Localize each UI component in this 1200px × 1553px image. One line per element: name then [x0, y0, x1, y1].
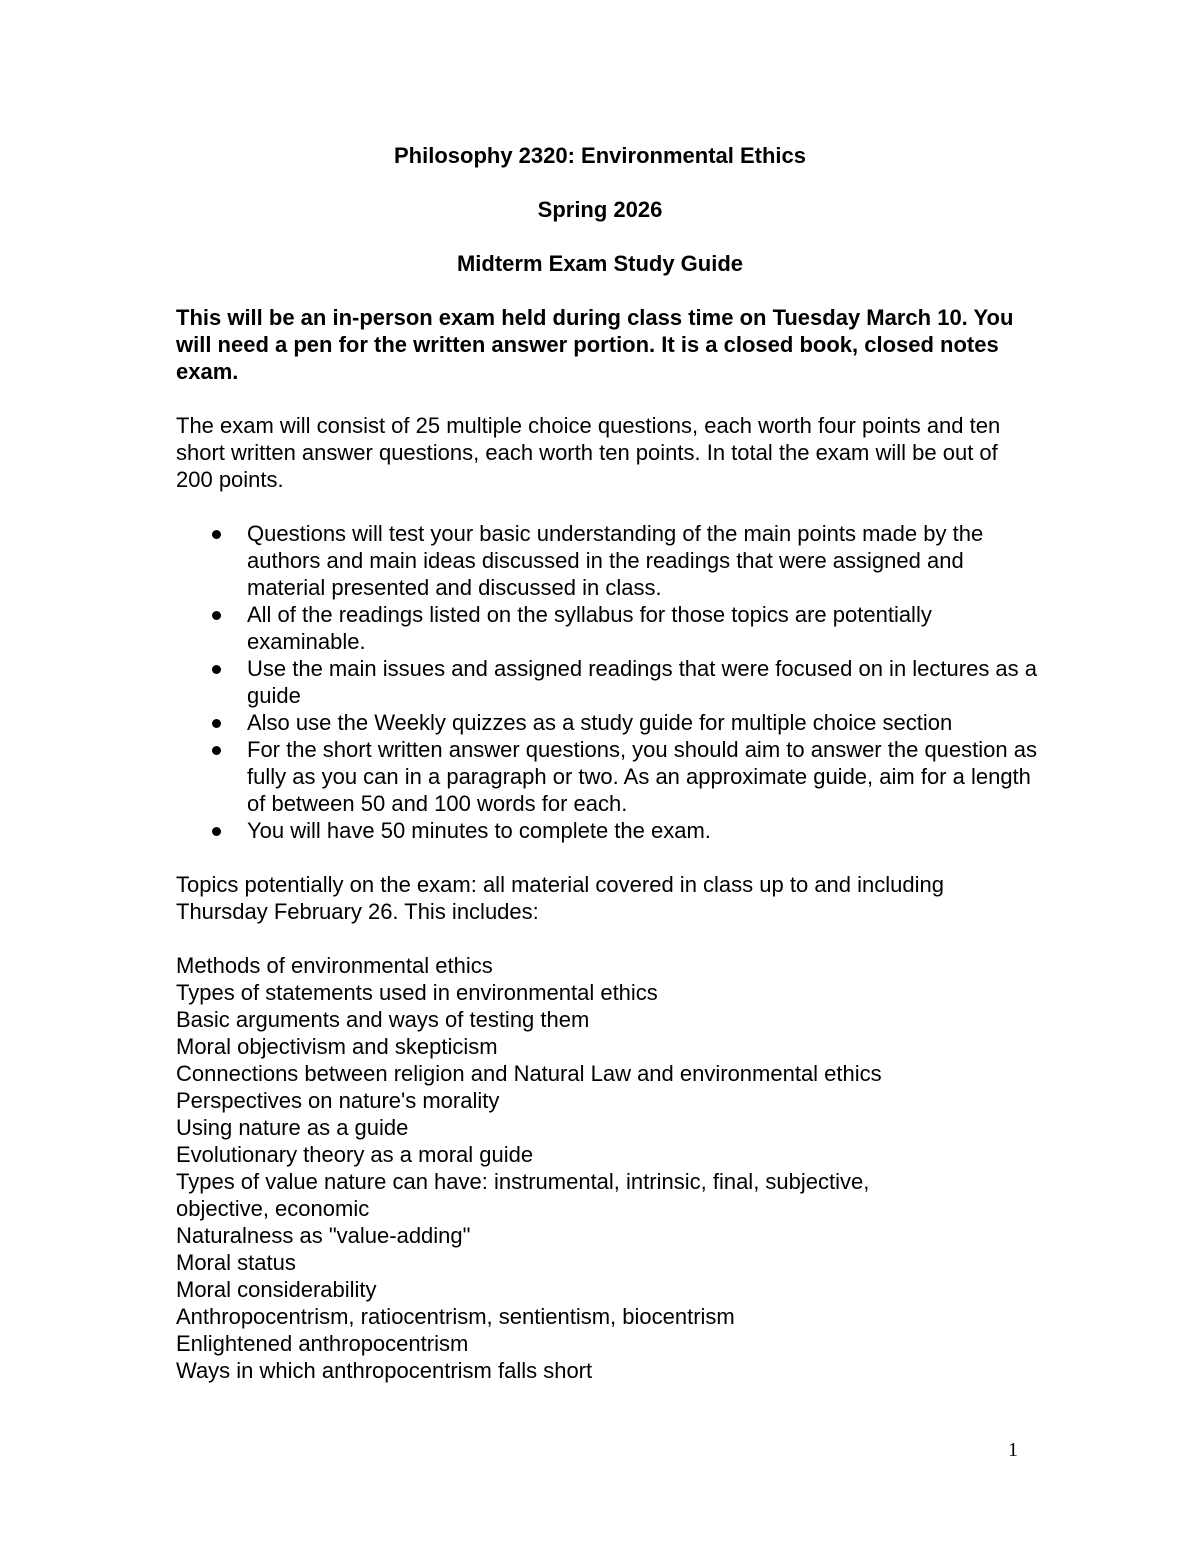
- topic-item: Moral status: [176, 1250, 296, 1275]
- topic-item: Naturalness as "value-adding": [176, 1223, 471, 1248]
- topic-item: Connections between religion and Natural Law and environmental ethics: [176, 1061, 882, 1086]
- guidance-item-text: Also use the Weekly quizzes as a study guide for multiple choice section: [247, 710, 953, 735]
- topic-item: Perspectives on nature's morality: [176, 1088, 500, 1113]
- bullet-icon: [212, 746, 221, 755]
- topic-item: Methods of environmental ethics: [176, 953, 493, 978]
- guidance-item: [176, 736, 1037, 817]
- topics-intro: Topics potentially on the exam: all material covered in class up to and including Thursday February 26. This includes:: [176, 872, 944, 924]
- guidance-item: [176, 709, 1037, 736]
- course-title: Philosophy 2320: Environmental Ethics: [394, 143, 806, 168]
- guidance-item: [176, 655, 1037, 709]
- topic-item: Basic arguments and ways of testing them: [176, 1007, 590, 1032]
- guidance-item: [176, 817, 1037, 844]
- topic-list: [176, 952, 1031, 1384]
- topic-item: Moral considerability: [176, 1277, 377, 1302]
- guidance-item-text: You will have 50 minutes to complete the exam.: [247, 818, 711, 843]
- bullet-icon: [212, 611, 221, 620]
- document-subtitle: Midterm Exam Study Guide: [456, 251, 744, 276]
- topic-item: Enlightened anthropocentrism: [176, 1331, 469, 1356]
- topic-item: Types of statements used in environmental ethics: [176, 980, 658, 1005]
- page-number: 1: [1008, 1439, 1018, 1461]
- topic-item: Anthropocentrism, ratiocentrism, sentientism, biocentrism: [176, 1304, 735, 1329]
- topic-item: Moral objectivism and skepticism: [176, 1034, 498, 1059]
- guidance-list: [176, 520, 1038, 844]
- guidance-item-text: For the short written answer questions, you should aim to answer the question as fully as you can in a paragraph or two. As an approximate guide, aim for a length of between 50 and 100 words for each.: [247, 737, 1037, 816]
- bullet-icon: [212, 530, 221, 539]
- topic-item: Ways in which anthropocentrism falls short: [176, 1358, 593, 1383]
- topic-item: Using nature as a guide: [176, 1115, 409, 1140]
- topic-item: Types of value nature can have: instrumental, intrinsic, final, subjective, objective, economic: [176, 1169, 870, 1221]
- bullet-icon: [212, 827, 221, 836]
- bullet-icon: [212, 665, 221, 674]
- guidance-item: [176, 601, 1037, 655]
- topic-item: Evolutionary theory as a moral guide: [176, 1142, 534, 1167]
- guidance-item-text: All of the readings listed on the syllabus for those topics are potentially examinable.: [247, 602, 932, 654]
- guidance-item-text: Questions will test your basic understanding of the main points made by the authors and main ideas discussed in the readings that were assigned and material presented and discussed in class.: [247, 521, 984, 600]
- exam-notice: This will be an in-person exam held during class time on Tuesday March 10. You will need a pen for the written answer portion. It is a closed book, closed notes exam.: [176, 305, 1014, 384]
- term-label: Spring 2026: [537, 197, 663, 222]
- guidance-item-text: Use the main issues and assigned readings that were focused on in lectures as a guide: [247, 656, 1038, 708]
- page-content: [176, 140, 1038, 1384]
- bullet-icon: [212, 719, 221, 728]
- guidance-item: [176, 520, 1037, 601]
- exam-description: The exam will consist of 25 multiple choice questions, each worth four points and ten short written answer questions, each worth ten points. In total the exam will be out of 200 points.: [176, 413, 1001, 492]
